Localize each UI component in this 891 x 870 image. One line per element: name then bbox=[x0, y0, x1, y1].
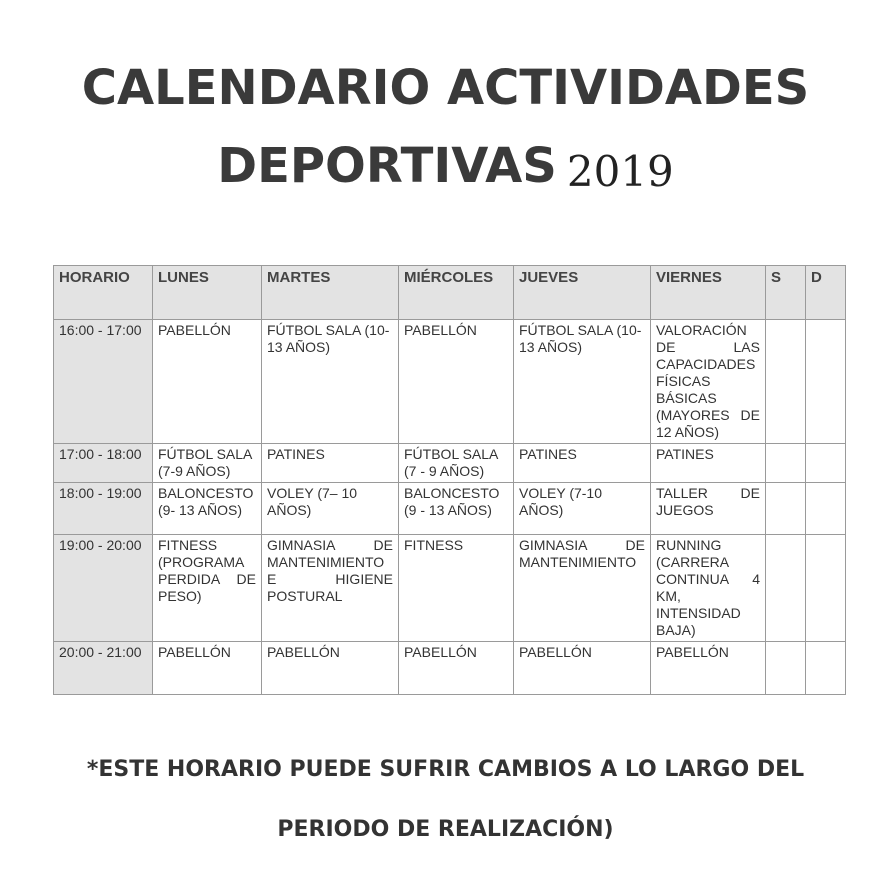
cell-sabado bbox=[766, 444, 806, 483]
cell-domingo bbox=[806, 535, 846, 642]
header-sabado: S bbox=[766, 266, 806, 320]
cell-jueves: VOLEY (7-10 AÑOS) bbox=[514, 483, 651, 535]
title-year: 2019 bbox=[566, 147, 674, 196]
cell-viernes: VALORACIÓN DE LAS CAPACIDADES FÍSICAS BÁSICAS (MAYORES DE 12 AÑOS) bbox=[651, 320, 766, 444]
cell-jueves: PABELLÓN bbox=[514, 642, 651, 695]
table-row bbox=[54, 320, 846, 444]
title-deportivas: DEPORTIVAS bbox=[217, 138, 557, 194]
cell-jueves: GIMNASIA DE MANTENIMIENTO bbox=[514, 535, 651, 642]
cell-sabado bbox=[766, 642, 806, 695]
cell-martes: FÚTBOL SALA (10-13 AÑOS) bbox=[262, 320, 399, 444]
hour-cell: 19:00 - 20:00 bbox=[54, 535, 153, 642]
header-miercoles: MIÉRCOLES bbox=[399, 266, 514, 320]
header-lunes: LUNES bbox=[153, 266, 262, 320]
cell-lunes: PABELLÓN bbox=[153, 642, 262, 695]
cell-domingo bbox=[806, 642, 846, 695]
hour-cell: 18:00 - 19:00 bbox=[54, 483, 153, 535]
header-viernes: VIERNES bbox=[651, 266, 766, 320]
header-horario: HORARIO bbox=[54, 266, 153, 320]
header-jueves: JUEVES bbox=[514, 266, 651, 320]
hour-cell: 20:00 - 21:00 bbox=[54, 642, 153, 695]
cell-miercoles: BALONCESTO (9 - 13 AÑOS) bbox=[399, 483, 514, 535]
cell-lunes: PABELLÓN bbox=[153, 320, 262, 444]
cell-martes: PATINES bbox=[262, 444, 399, 483]
cell-viernes: RUNNING (CARRERA CONTINUA 4 KM, INTENSIDAD BAJA) bbox=[651, 535, 766, 642]
schedule-note-line-1: *ESTE HORARIO PUEDE SUFRIR CAMBIOS A LO LARGO DEL bbox=[86, 757, 805, 782]
schedule-table bbox=[53, 265, 846, 695]
table-row bbox=[54, 642, 846, 695]
header-martes: MARTES bbox=[262, 266, 399, 320]
cell-viernes: TALLER DE JUEGOS bbox=[651, 483, 766, 535]
table-row bbox=[54, 444, 846, 483]
cell-miercoles: PABELLÓN bbox=[399, 642, 514, 695]
cell-jueves: FÚTBOL SALA (10-13 AÑOS) bbox=[514, 320, 651, 444]
table-row bbox=[54, 483, 846, 535]
cell-martes: GIMNASIA DE MANTENIMIENTO E HIGIENE POSTURAL bbox=[262, 535, 399, 642]
cell-martes: VOLEY (7– 10 AÑOS) bbox=[262, 483, 399, 535]
header-row bbox=[54, 266, 846, 320]
cell-domingo bbox=[806, 483, 846, 535]
cell-lunes: BALONCESTO (9- 13 AÑOS) bbox=[153, 483, 262, 535]
page-title-line-2 bbox=[0, 138, 891, 194]
cell-martes: PABELLÓN bbox=[262, 642, 399, 695]
cell-viernes: PABELLÓN bbox=[651, 642, 766, 695]
cell-sabado bbox=[766, 320, 806, 444]
hour-cell: 17:00 - 18:00 bbox=[54, 444, 153, 483]
cell-domingo bbox=[806, 320, 846, 444]
hour-cell: 16:00 - 17:00 bbox=[54, 320, 153, 444]
cell-miercoles: FITNESS bbox=[399, 535, 514, 642]
cell-sabado bbox=[766, 483, 806, 535]
header-domingo: D bbox=[806, 266, 846, 320]
schedule-note-line-2: PERIODO DE REALIZACIÓN) bbox=[277, 817, 614, 842]
cell-viernes: PATINES bbox=[651, 444, 766, 483]
cell-domingo bbox=[806, 444, 846, 483]
cell-sabado bbox=[766, 535, 806, 642]
page-title-line-1: CALENDARIO ACTIVIDADES bbox=[81, 60, 810, 116]
cell-miercoles: FÚTBOL SALA (7 - 9 AÑOS) bbox=[399, 444, 514, 483]
cell-lunes: FITNESS (PROGRAMA PERDIDA DE PESO) bbox=[153, 535, 262, 642]
table-row bbox=[54, 535, 846, 642]
cell-miercoles: PABELLÓN bbox=[399, 320, 514, 444]
cell-jueves: PATINES bbox=[514, 444, 651, 483]
cell-lunes: FÚTBOL SALA (7-9 AÑOS) bbox=[153, 444, 262, 483]
